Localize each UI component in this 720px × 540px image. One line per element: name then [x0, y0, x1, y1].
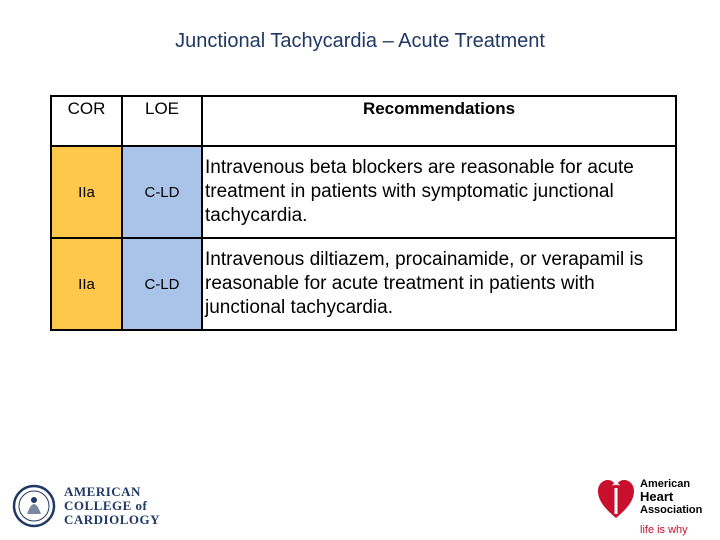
recommendation-cell: Intravenous beta blockers are reasonable for acute treatment in patients with symptomatic junctional tachycardia. [202, 146, 676, 238]
acc-line1: AMERICAN [64, 484, 141, 499]
header-recommendations: Recommendations [202, 96, 676, 146]
heart-torch-icon [596, 474, 636, 522]
header-cor: COR [51, 96, 122, 146]
table-row [51, 146, 676, 238]
table-header-row [51, 96, 676, 146]
recommendation-cell: Intravenous diltiazem, procainamide, or verapamil is reasonable for acute treatment in patients with junctional tachycardia. [202, 238, 676, 330]
slide-title: Junctional Tachycardia – Acute Treatment [175, 30, 545, 52]
aha-tagline: life is why [640, 524, 688, 536]
acc-line3: CARDIOLOGY [64, 512, 161, 527]
loe-cell: C-LD [122, 146, 202, 238]
aha-logo [596, 470, 711, 538]
acc-line2: COLLEGE of [64, 498, 148, 513]
header-loe: LOE [122, 96, 202, 146]
acc-seal-icon [12, 484, 56, 528]
aha-line3: Association [640, 504, 703, 516]
acc-logo [12, 484, 160, 528]
aha-line1: American [640, 478, 691, 490]
table-row [51, 238, 676, 330]
cor-cell: IIa [51, 238, 122, 330]
loe-cell: C-LD [122, 238, 202, 330]
cor-cell: IIa [51, 146, 122, 238]
recommendation-table [50, 95, 677, 331]
aha-line2: Heart [640, 489, 674, 504]
